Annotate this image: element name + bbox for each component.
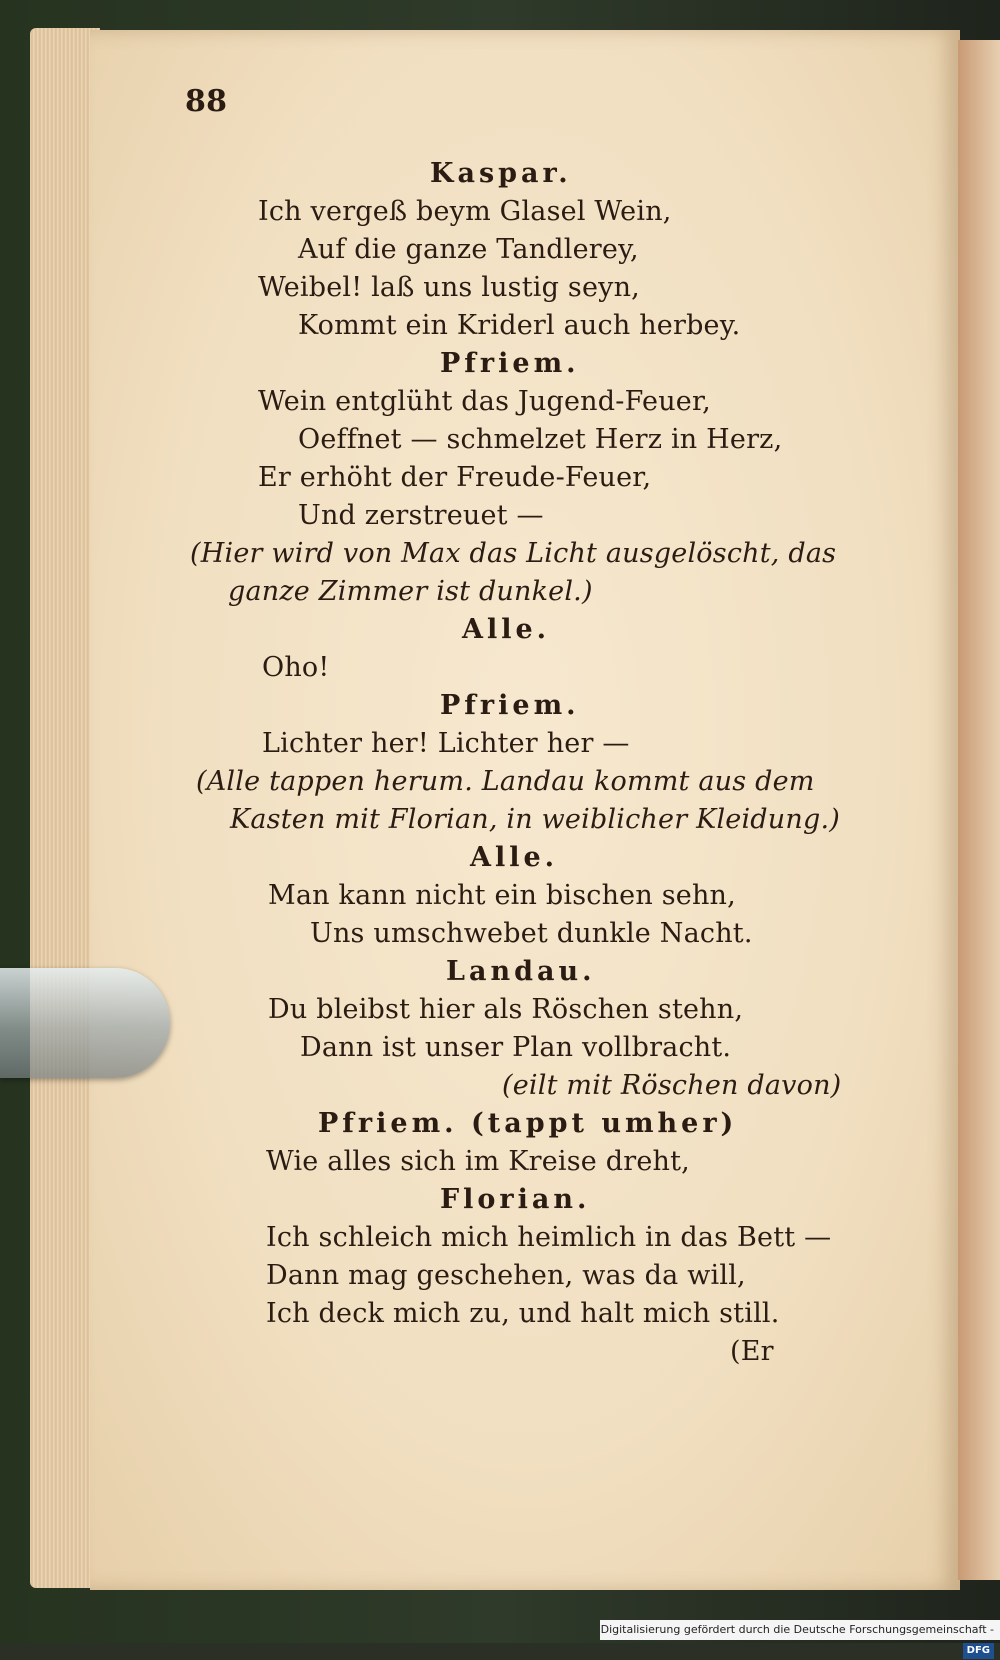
speaker-alle: Alle. [462, 614, 551, 645]
stage-direction: (Hier wird von Max das Licht ausgelöscht, das [190, 538, 837, 569]
verse-line: Ich vergeß beym Glasel Wein, [258, 196, 672, 227]
verse-line: Wein entglüht das Jugend-Feuer, [258, 386, 711, 417]
verse-line: Wie alles sich im Kreise dreht, [266, 1146, 690, 1177]
page-number: 88 [185, 84, 228, 119]
dfg-logo: DFG [963, 1643, 994, 1659]
verse-line: Man kann nicht ein bischen sehn, [268, 880, 736, 911]
verse-line: Uns umschwebet dunkle Nacht. [310, 918, 753, 949]
stage-direction: ganze Zimmer ist dunkel.) [228, 576, 593, 607]
catchword: (Er [730, 1336, 774, 1367]
footer-text: Digitalisierung gefördert durch die Deutsche Forschungsgemeinschaft - [600, 1623, 994, 1636]
verse-line: Oeffnet — schmelzet Herz in Herz, [298, 424, 783, 455]
speaker-pfriem: Pfriem. (tappt umher) [318, 1108, 738, 1139]
stage-direction: (Alle tappen herum. Landau kommt aus dem [196, 766, 815, 797]
verse-line: Dann ist unser Plan vollbracht. [300, 1032, 732, 1063]
page-holder-clip [0, 968, 170, 1078]
next-page-edge [958, 40, 1000, 1580]
speaker-pfriem: Pfriem. [440, 690, 580, 721]
verse-line: Er erhöht der Freude-Feuer, [258, 462, 652, 493]
verse-line: Du bleibst hier als Röschen stehn, [268, 994, 744, 1025]
speaker-kaspar: Kaspar. [430, 158, 572, 189]
digitization-footer [600, 1620, 1000, 1656]
speaker-pfriem: Pfriem. [440, 348, 580, 379]
speaker-florian: Florian. [440, 1184, 591, 1215]
verse-line: Und zerstreuet — [298, 500, 544, 531]
speaker-landau: Landau. [446, 956, 596, 987]
verse-line: Auf die ganze Tandlerey, [298, 234, 639, 265]
verse-line: Kommt ein Kriderl auch herbey. [298, 310, 741, 341]
verse-line: Ich deck mich zu, und halt mich still. [266, 1298, 780, 1329]
verse-line: Weibel! laß uns lustig seyn, [258, 272, 640, 303]
stage-direction: Kasten mit Florian, in weiblicher Kleidung.) [230, 804, 840, 835]
verse-line: Oho! [262, 652, 330, 683]
verse-line: Dann mag geschehen, was da will, [266, 1260, 746, 1291]
verse-line: Ich schleich mich heimlich in das Bett — [266, 1222, 832, 1253]
speaker-alle: Alle. [470, 842, 559, 873]
verse-line: Lichter her! Lichter her — [262, 728, 630, 759]
stage-direction: (eilt mit Röschen davon) [502, 1070, 842, 1101]
